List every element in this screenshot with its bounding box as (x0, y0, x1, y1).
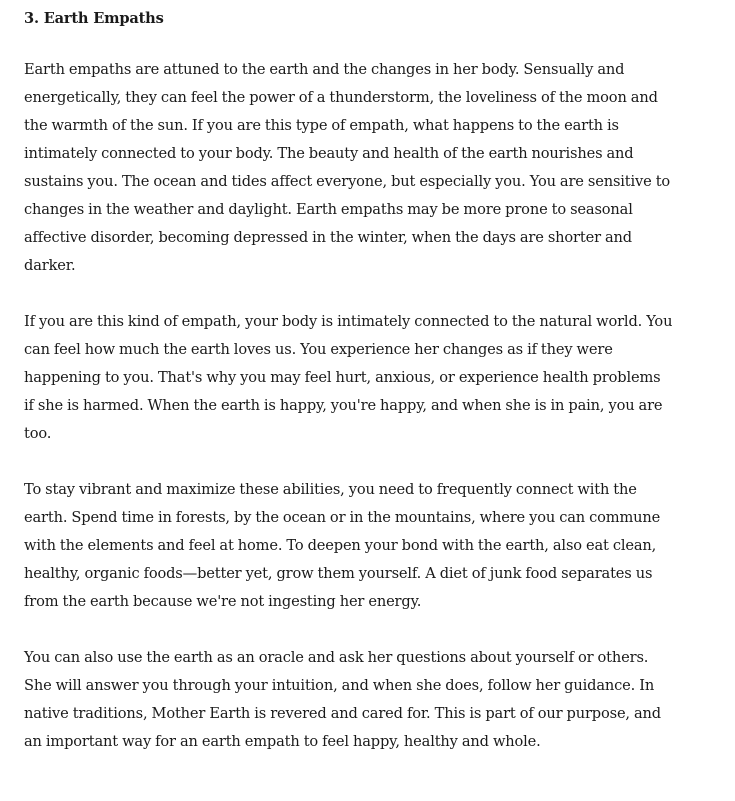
article (24, 8, 674, 784)
paragraph-4: You can also use the earth as an oracle and ask her questions about yourself or others. She will answer you through your intuition, and when she does, follow her guidance. In native traditions, Mother Earth is revered and cared for. This is part of our purpose, and an important way for an earth empath to feel happy, healthy and whole. (24, 649, 661, 750)
paragraph-3: To stay vibrant and maximize these abilities, you need to frequently connect with the earth. Spend time in forests, by the ocean or in the mountains, where you can commune with the elements and feel at home. To deepen your bond with the earth, also eat clean, healthy, organic foods—better yet, grow them yourself. A diet of junk food separates us from the earth because we're not ingesting her energy. (24, 481, 661, 610)
section-heading: 3. Earth Empaths (24, 10, 164, 27)
paragraph-1: Earth empaths are attuned to the earth and the changes in her body. Sensually and energetically, they can feel the power of a thunderstorm, the loveliness of the moon and the warmth of the sun. If you are this type of empath, what happens to the earth is intimately connected to your body. The beauty and health of the earth nourishes and sustains you. The ocean and tides affect everyone, but especially you. You are sensitive to changes in the weather and daylight. Earth empaths may be more prone to seasonal affective disorder, becoming depressed in the winter, when the days are shorter and darker. (24, 61, 671, 274)
paragraph-2: If you are this kind of empath, your body is intimately connected to the natural world. You can feel how much the earth loves us. You experience her changes as if they were happening to you. That's why you may feel hurt, anxious, or experience health problems if she is harmed. When the earth is happy, you're happy, and when she is in pain, you are too. (24, 313, 673, 442)
